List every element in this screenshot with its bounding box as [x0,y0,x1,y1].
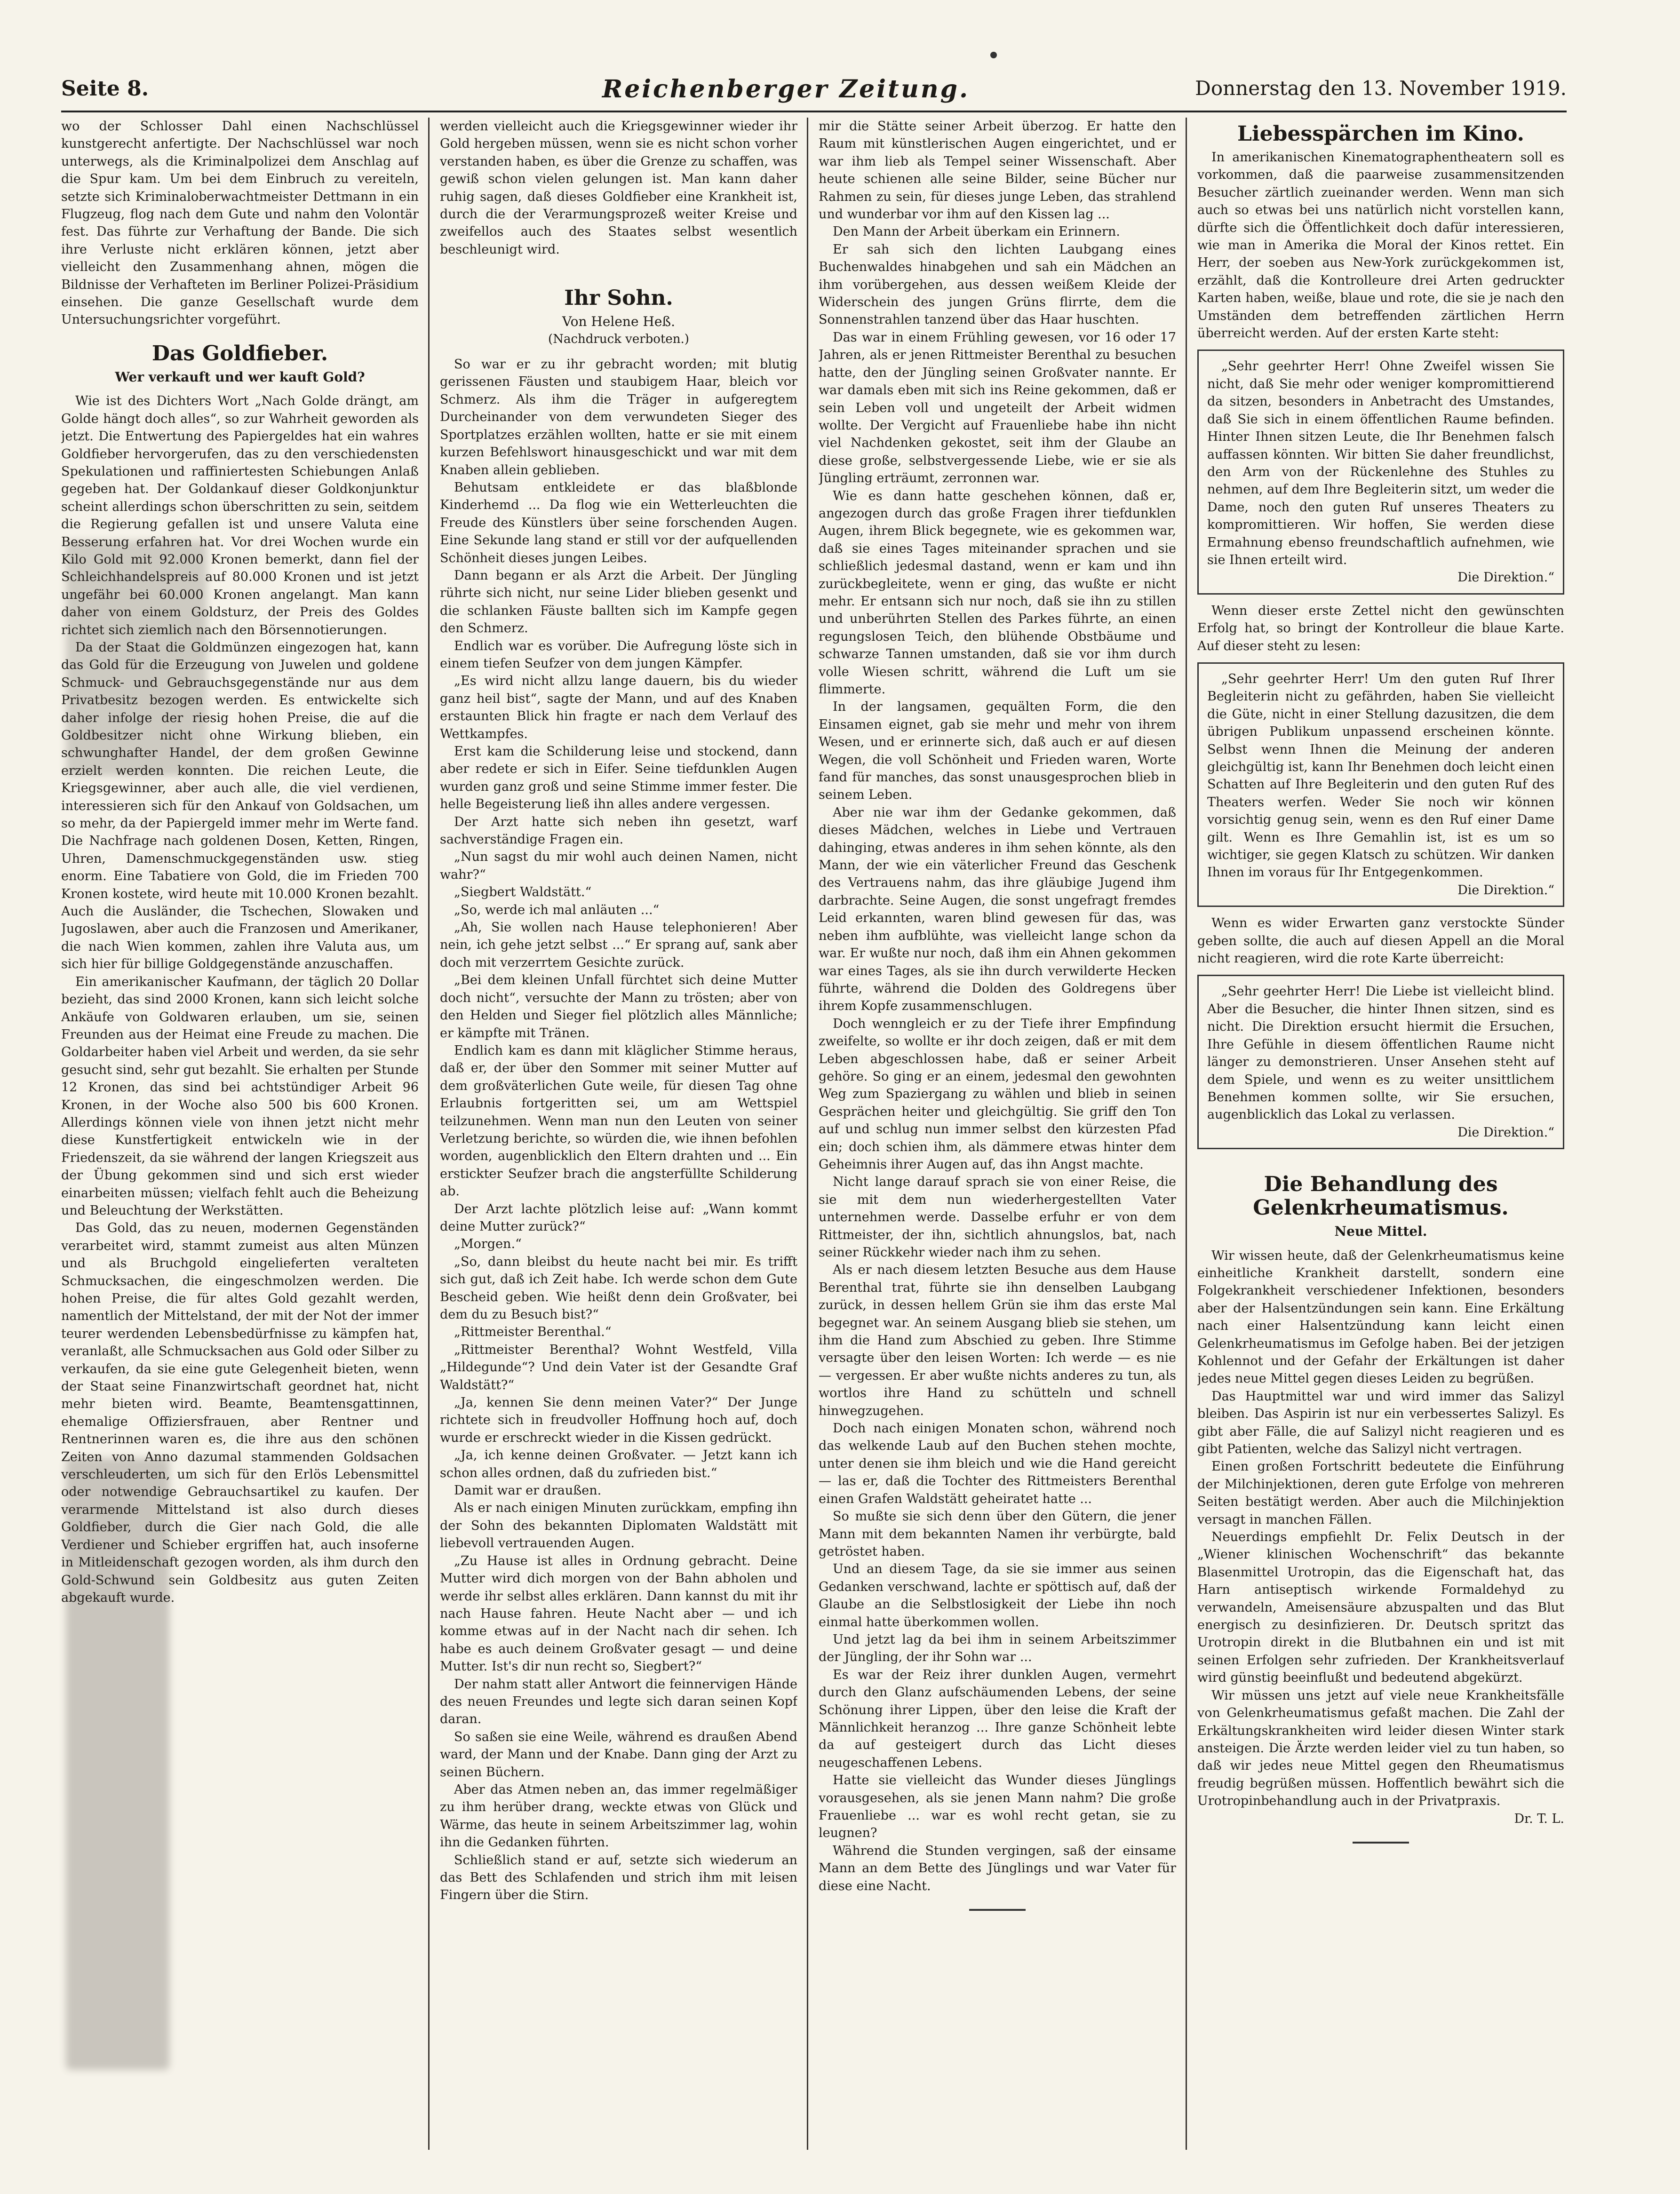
article-subtitle: Wer verkauft und wer kauft Gold? [115,369,365,385]
paragraph: Doch wenngleich er zu der Tiefe ihrer Empfindung zweifelte, so wollte er ihr doch zeigen, daß er mit dem Leben abgeschlossen habe, daß er seiner Arbeit gehöre. So ging er an einem, jedesmal den gewohnten Weg zum Spaziergang zu wählen und blieb in seinen Gesprächen heiter und gleichgültig. Sie griff den Ton auf und schlug nun immer selbst den kürzesten Pfad ein; doch schien ihm, als dämmere etwas hinter dem Geheimnis ihrer Augen auf, das ihn Angst machte. [819,1016,1176,1172]
paragraph: Neuerdings empfiehlt Dr. Felix Deutsch in der „Wiener klinischen Wochenschrift“ das bekannte Blasenmittel Urotropin, das die Eigenschaft hat, das Harn antiseptisch wirkende Formaldehyd zu verwandeln, Ameisensäure abzuspalten und das Blut energisch zu desinfizieren. Dr. Deutsch spritzt das Urotropin direkt in die Blutbahnen ein und ist mit seinen Erfolgen sehr zufrieden. Der Krankheitsverlauf wird günstig beeinflußt und bedeutend abgekürzt. [1197,1530,1564,1685]
column-4 [1197,118,1564,2150]
notice-box-blue [1197,662,1564,907]
paragraph: „Ah, Sie wollen nach Hause telephonieren! Aber nein, ich gehe jetzt selbst ...“ Er sprang auf, sank aber doch mit verzerrtem Gesichte zurück. [440,920,797,970]
paragraph: „Rittmeister Berenthal.“ [454,1325,612,1340]
article-title: Liebesspärchen im Kino. [1237,122,1524,146]
column-rule [1186,118,1187,2150]
paragraph: Endlich war es vorüber. Die Aufregung löste sich in einem tiefen Seufzer von dem jungen Kämpfer. [440,638,797,671]
story-byline: Von Helene Heß. [562,314,676,330]
article-title: Das Goldfieber. [151,341,328,366]
page-header [61,73,1567,112]
paragraph: Wie ist des Dichters Wort „Nach Golde drängt, am Golde hängt doch alles“, so zur Wahrheit geworden als jetzt. Die Entwertung des Papiergeldes hat ein wahres Goldfieber hervorgerufen, das zu den verschiedensten Spekulationen und raffiniertesten Schiebungen Anlaß gegeben hat. Der Goldankauf dieser Goldkonjunktur scheint allerdings schon überschritten zu sein, seitdem die Regierung gefallen ist und unsere Valuta eine Besserung erfahren hat. Vor drei Wochen wurde ein Kilo Gold mit 92.000 Kronen bemerkt, dann fiel der Schleichhandelspreis auf 80.000 Kronen und ist jetzt ungefähr bei 60.000 Kronen angelangt. Man kann daher von einem Goldsturz, der Preis des Goldes richtet sich ziemlich nach den Börsennotierungen. [61,394,419,637]
paragraph: Und an diesem Tage, da sie sie immer aus seinen Gedanken verschwand, lachte er spöttisch auf, daß der Glaube an die Selbstlosigkeit der Liebe ihn noch einmal hatte überkommen wollen. [819,1562,1176,1630]
paragraph: In der langsamen, gequälten Form, die den Einsamen eignet, gab sie mehr und mehr von ihrem Wesen, und er erinnerte sich, daß auch er auf diesen Wegen, die voll Schönheit und Frieden waren, Worte fand für manches, das sonst unausgesprochen blieb in seinem Leben. [819,700,1176,803]
paragraph: Behutsam entkleidete er das blaßblonde Kinderhemd ... Da flog wie ein Wetterleuchten die Freude des Künstlers über seine forschenden Augen. Eine Sekunde lang stand er still vor der aufquellenden Schönheit dieses jungen Leibes. [440,480,797,565]
issue-date: Donnerstag den 13. November 1919. [1195,77,1567,100]
paragraph: „Nun sagst du mir wohl auch deinen Namen, nicht wahr?“ [440,850,797,882]
paragraph: „So, dann bleibst du heute nacht bei mir. Es trifft sich gut, daß ich Zeit habe. Ich werde schon dem Gute Bescheid geben. Wie heißt denn dein Großvater, bei dem du zu Besuch bist?“ [440,1254,797,1322]
column-rule [428,118,430,2150]
paragraph: Wir wissen heute, daß der Gelenkrheumatismus keine einheitliche Krankheit darstellt, sondern eine Folgekrankheit verschiedener Infektionen, besonders aber der Halsentzündungen sein kann. Eine Erkältung nach einer Halsentzündung kann leicht einen Gelenkrheumatismus im Gefolge haben. Bei der jetzigen Kohlennot und der Gefahr der Erkältungen ist daher jedes neue Mittel gegen dieses Leiden zu begrüßen. [1197,1248,1564,1386]
paragraph: werden vielleicht auch die Kriegsgewinner wieder ihr Gold hergeben müssen, wenn sie es nicht schon vorher verstanden haben, es über die Grenze zu schaffen, was gewiß schon vielen gelungen ist. Man kann daher ruhig sagen, daß dieses Goldfieber eine Krankheit ist, durch die der Verarmungsprozeß weiter Kreise und zweifellos auch des Staates selbst wesentlich beschleunigt wird. [440,119,797,257]
signature: Die Direktion.“ [1457,882,1554,898]
paragraph: Wir müssen uns jetzt auf viele neue Krankheitsfälle von Gelenkrheumatismus gefaßt machen. Die Zahl der Erkältungskrankheiten wird leider diesen Winter stark ansteigen. Die Ärzte werden leider viel zu tun haben, so daß wir jedes neue Mittel gegen den Rheumatismus freudig begrüßen müssen. Hoffentlich bewährt sich die Urotropinbehandlung auch in der Privatpraxis. [1197,1688,1564,1809]
paragraph: Schließlich stand er auf, setzte sich wiederum an das Bett des Schlafenden und strich ihm mit leisen Fingern über die Stirn. [440,1852,797,1903]
paragraph: Das war in einem Frühling gewesen, vor 16 oder 17 Jahren, als er jenen Rittmeister Berenthal zu besuchen hatte, den der Jüngling seinen Großvater nannte. Er war damals eben mit sich ins Reine gekommen, daß er sein Leben voll und ungeteilt der Arbeit widmen wollte. Der Vergicht auf Frauenliebe habe ihn nicht viel Nachdenken gekostet, seit ihm der Glaube an diese große, selbstvergessende Liebe, wie er sie als Jüngling erträumt, zerronnen war. [819,330,1176,486]
paragraph: Damit war er draußen. [454,1483,602,1498]
paragraph: „Morgen.“ [454,1237,522,1252]
notice-box-white [1197,350,1564,594]
paragraph: Doch nach einigen Monaten schon, während noch das welkende Laub auf den Buchen stehen mochte, unter denen sie ihm bleich und wie die Hand gereicht — las er, daß die Tochter des Rittmeisters Berenthal einen Grafen Waldstätt geheiratet hatte ... [819,1421,1176,1506]
paragraph: „Ja, kennen Sie denn meinen Vater?“ Der Junge richtete sich in freudvoller Hoffnung hoch auf, doch wurde er erschreckt wieder in die Kissen gedrückt. [440,1395,797,1445]
paragraph: Dann begann er als Arzt die Arbeit. Der Jüngling rührte sich nicht, nur seine Lider blieben gesenkt und die schlanken Fäuste ballten sich im Kampfe gegen den Schmerz. [440,568,797,636]
article-subtitle: Neue Mittel. [1334,1224,1427,1240]
story-title: Ihr Sohn. [564,286,673,310]
paragraph: So war er zu ihr gebracht worden; mit blutig gerissenen Fäusten und staubigem Haar, bleich vor Schmerz. Als ihm die Träger in aufgeregtem Durcheinander von dem verwundeten Sieger des Sportplatzes erzählen wollten, hatte er sie mit einem kurzen Befehlswort hinausgeschickt und war mit dem Knaben allein geblieben. [440,357,797,477]
column-rule [807,118,808,2150]
paragraph: Das Hauptmittel war und wird immer das Salizyl bleiben. Das Aspirin ist nur ein verbessertes Salizyl. Es gibt aber Fälle, die auf Salizyl nicht reagieren und es gibt Patienten, welche das Salizyl nicht vertragen. [1197,1389,1564,1456]
newspaper-title: Reichenberger Zeitung. [602,75,970,103]
paragraph: Aber nie war ihm der Gedanke gekommen, daß dieses Mädchen, welches in Liebe und Vertrauen dahinging, etwas anderes in ihm sehen könnte, als den Mann, der wie ein väterlicher Freund das Geschenk des Vertrauens nahm, das ihre gläubige Jugend ihm darbrachte. Seine Augen, die sonst ungefragt fremdes Leid erkannten, waren blind gewesen für das, was neben ihm aufblühte, was vielleicht lange schon da war. Er wußte nur noch, daß ihm ein Ahnen gekommen war eines Tages, als sie ihn durch verwilderte Hecken führte, während die Dolden des Goldregens über ihrem Kopfe zusammenschlugen. [819,805,1176,1014]
paragraph: „Siegbert Waldstätt.“ [454,885,592,900]
paragraph: Nicht lange darauf sprach sie von einer Reise, die sie mit dem nun wiederhergestellten Vater unternehmen werde. Dasselbe erfuhr er von dem Rittmeister, der ihn, sichtlich ahnungslos, bat, nach seiner Rückkehr wieder nach ihm zu sehen. [819,1175,1176,1260]
paragraph: „So, werde ich mal anläuten ...“ [454,902,660,917]
paragraph: „Rittmeister Berenthal? Wohnt Westfeld, Villa „Hildegunde“? Und dein Vater ist der Gesandte Graf Waldstätt?“ [440,1342,797,1392]
paragraph: Da der Staat die Goldmünzen eingezogen hat, kann das Gold für die Erzeugung von Juwelen und goldene Schmuck- und Gebrauchsgegenstände nur aus dem Privatbesitz bezogen werden. Es entwickelte sich daher infolge der riesig hohen Preise, die auf die Goldbesitzer nicht ohne Wirkung blieben, ein schwunghafter Handel, der dem großen Gewinne erzielt werden konnten. Die reichen Leute, die Kriegsgewinner, aber auch alle, die viel verdienen, interessieren sich für den Ankauf von Goldsachen, um so mehr, da der Papiergeld immer mehr im Werte fand. Die Nachfrage nach goldenen Dosen, Ketten, Ringen, Uhren, Damenschmuckgegenständen usw. stieg enorm. Eine Tabatiere von Gold, die im Frieden 700 Kronen kostete, wird heute mit 10.000 Kronen bezahlt. Auch die Ausländer, die Tschechen, Slowaken und Jugoslawen, aber auch die Franzosen und Amerikaner, die nach Wien kommen, zahlen ihre Valuta aus, um sich hier für billige Goldgegenstände anzuschaffen. [61,640,419,972]
paragraph: Aber das Atmen neben an, das immer regelmäßiger zu ihm herüber drang, weckte etwas von Glück und Wärme, das heute in seinem Arbeitszimmer lag, wohin ihn die Gedanken führten. [440,1782,797,1850]
ink-smudge [66,541,207,776]
paragraph: „Sehr geehrter Herr! Die Liebe ist vielleicht blind. Aber die Besucher, die hinter Ihnen sitzen, sind es nicht. Die Direktion ersucht hiermit die Ersuchen, Ihre Gefühle in diesem öffentlichen Raume nicht länger zu demonstrieren. Unser Ansehen steht auf dem Spiele, und wenn es zu weiter unsittlichem Benehmen kommen sollte, wir Sie ersuchen, augenblicklich das Lokal zu verlassen. [1207,984,1554,1122]
paragraph: mir die Stätte seiner Arbeit überzog. Er hatte den Raum mit künstlerischen Augen eingerichtet, und er war ihm lieb als Tempel seiner Wissenschaft. Aber heute schienen alle seine Bilder, seine Bücher nur Rahmen zu sein, für dieses junge Leben, das strahlend und wunderbar vor ihm auf den Kissen lag ... [819,119,1176,222]
column-2 [440,118,797,2150]
paragraph: Ein amerikanischer Kaufmann, der täglich 20 Dollar bezieht, das sind 2000 Kronen, kann sich leicht solche Ankäufe von Goldwaren erlauben, um sie, seinen Freunden aus der Heimat eine Freude zu machen. Die Goldarbeiter haben viel Arbeit und werden, da sie sehr gesucht sind, sehr gut bezahlt. Sie erhalten per Stunde 12 Kronen, das sind bei achtstündiger Arbeit 96 Kronen, in der Woche also 500 bis 600 Kronen. Allerdings können viele von ihnen jetzt nicht mehr diese Kunstfertigkeit entwickeln wie in der Friedenszeit, da sie während der langen Kriegszeit aus der Übung gekommen sind und sich erst wieder einarbeiten müssen; vielfach fehlt auch die Beheizung und Beleuchtung der Werkstätten. [61,974,419,1218]
paragraph: Als er nach einigen Minuten zurückkam, empfing ihn der Sohn des bekannten Diplomaten Waldstätt mit liebevoll vertrauenden Augen. [440,1501,797,1551]
paragraph: Hatte sie vielleicht das Wunder dieses Jünglings vorausgesehen, als sie jenen Mann nahm? Die große Frauenliebe ... war es wohl recht getan, sie zu leugnen? [819,1773,1176,1841]
author-initials: Dr. T. L. [1514,1811,1564,1826]
paragraph: „Zu Hause ist alles in Ordnung gebracht. Deine Mutter wird dich morgen von der Bahn abholen und werde ihr selbst alles erklären. Dann kannst du mit ihr nach Hause fahren. Heute Nacht aber — und ich komme etwas auf in der Nacht nach dir sehen. Ich habe es auch deinem Großvater gesagt — und deine Mutter. Ist's dir nun recht so, Siegbert?“ [440,1553,797,1674]
paragraph: Der Arzt hatte sich neben ihn gesetzt, warf sachverständige Fragen ein. [440,814,797,847]
paragraph: Das Gold, das zu neuen, modernen Gegenständen verarbeitet wird, stammt zumeist aus alten Münzen und als Bruchgold eingelieferten veralteten Schmucksachen, die eingeschmolzen werden. Die hohen Preise, die für altes Gold gezahlt werden, namentlich der Mittelstand, der mit der Not der immer teurer werdenden Lebensbedürfnisse zu kämpfen hat, veranlaßt, alle Schmucksachen aus Gold oder Silber zu verkaufen, da sie eine gute Gelegenheit bieten, wenn der Staat seine Finanzwirtschaft geordnet hat, nicht mehr bieten wird. Beamte, Beamtensgattinnen, ehemalige Offiziersfrauen, aber Rentner und Rentnerinnen waren es, die ihre aus den schönen Zeiten von Anno dazumal stammenden Goldsachen verschleuderten, um sich für den Erlös Lebensmittel oder notwendige Gebrauchsartikel zu kaufen. Der verarmende Mittelstand ist also durch dieses Goldfieber, durch die Gier nach Gold, die alle Verdiener und Schieber ergriffen hat, auch insoferne in Mitleidenschaft gezogen worden, als ihm durch den Gold-Schwund sein Goldbesitz aus guten Zeiten abgekauft wurde. [61,1221,419,1605]
ink-dot [990,52,997,58]
signature: Die Direktion.“ [1457,1125,1554,1140]
paragraph: So saßen sie eine Weile, während es draußen Abend ward, der Mann und der Knabe. Dann ging der Arzt zu seinen Büchern. [440,1729,797,1780]
paragraph: Einen großen Fortschritt bedeutete die Einführung der Milchinjektionen, deren gute Erfolge von mehreren Seiten bestätigt werden. Aber auch die Milchinjektion versagt in manchen Fällen. [1197,1459,1564,1527]
paragraph: Wenn dieser erste Zettel nicht den gewünschten Erfolg hat, so bringt der Kontrolleur die blaue Karte. Auf dieser steht zu lesen: [1197,603,1564,653]
paragraph: Während die Stunden vergingen, saß der einsame Mann an dem Bette des Jünglings und war Vater für diese eine Nacht. [819,1843,1176,1893]
reprint-note: (Nachdruck verboten.) [548,332,689,346]
paragraph: „Bei dem kleinen Unfall fürchtet sich deine Mutter doch nicht“, versuchte der Mann zu trösten; aber von den Helden und Sieger fiel plötzlich alles Männliche; er kämpfte mit Tränen. [440,973,797,1041]
paragraph: wo der Schlosser Dahl einen Nachschlüssel kunstgerecht anfertigte. Der Nachschlüssel war noch unterwegs, als die Kriminalpolizei dem Anschlag auf die Spur kam. Um bei dem Einbruch zu vereiteln, setzte sich Kriminaloberwachtmeister Dettmann in ein Flugzeug, flog nach dem Gute und nahm den Volontär fest. Das führte zur Verhaftung der Bande. Die sich ihre Verluste nicht erklären können, jetzt aber vielleicht den Zusammenhang ahnen, mögen die Bildnisse der Verhafteten im Berliner Polizei-Präsidium einsehen. Die ganze Gesellschaft wurde dem Untersuchungsrichter vorgeführt. [61,119,419,327]
paragraph: Endlich kam es dann mit kläglicher Stimme heraus, daß er, der über den Sommer mit seiner Mutter auf dem großväterlichen Gute weile, für diesen Tag ohne Erlaubnis fortgeritten sei, um am Wettspiel teilzunehmen. Wenn man nun den Leuten von seiner Verletzung berichte, so würden die, wie ihnen befohlen worden, augenblicklich den Eltern drahten und ... Ein erstickter Seufzer brach die angsterfüllte Schilderung ab. [440,1043,797,1199]
notice-box-red [1197,975,1564,1149]
paragraph: Den Mann der Arbeit überkam ein Erinnern. [833,224,1120,239]
paragraph: Als er nach diesem letzten Besuche aus dem Hause Berenthal trat, führte sie ihn denselben Laubgang zurück, in dessen hellem Grün sie ihm das erste Mal begegnet war. An seinem Ausgang blieb sie stehen, um ihm die Hand zum Abschied zu geben. Ihre Stimme versagte über den leisen Worten: Ich werde — es nie — vergessen. Er aber wußte nichts anderes zu tun, als wortlos ihre Hand zu schütteln und schnell hinwegzugehen. [819,1263,1176,1418]
paragraph: Erst kam die Schilderung leise und stockend, dann aber redete er sich in Eifer. Seine tiefdunklen Augen wurden ganz groß und seine Stimme immer fester. Die helle Begeisterung ließ ihn alles andere vergessen. [440,744,797,812]
paragraph: Er sah sich den lichten Laubgang eines Buchenwaldes hinabgehen und sah ein Mädchen an ihm vorübergehen, aus dessen weißem Kleide der Widerschein des jungen Grüns flirrte, dem die Sonnenstrahlen tanzend über das Haar huschten. [819,242,1176,327]
signature: Die Direktion.“ [1457,570,1554,585]
paragraph: Der Arzt lachte plötzlich leise auf: „Wann kommt deine Mutter zurück?“ [440,1201,797,1234]
paragraph: So mußte sie sich denn über den Gütern, die jener Mann mit dem bekannten Namen ihr verbürgte, bald getröstet haben. [819,1509,1176,1559]
paragraph: Wie es dann hatte geschehen können, daß er, angezogen durch das große Fragen ihrer tiefdunklen Augen, ihrem Blick begegnete, wie es gekommen war, daß sie eines Tages miteinander sprachen und sie schließlich jedesmal dastand, wenn er kam und ihn zurückbegleitete, wenn er ging, das wußte er nicht mehr. Er entsann sich nur noch, daß sie ihn zu stillen und unberührten Stellen des Parkes führte, an einen regungslosen Teich, den blühende Obstbäume und schwarze Tannen umstanden, daß sie vor ihm durch volle Wiesen schritt, während die Luft um sie flimmerte. [819,488,1176,697]
page-number: Seite 8. [61,77,149,101]
paragraph: „Ja, ich kenne deinen Großvater. — Jetzt kann ich schon alles ordnen, daß du zufrieden bist.“ [440,1448,797,1480]
paragraph: Wenn es wider Erwarten ganz verstockte Sünder geben sollte, die auch auf diesen Appell an die Moral nicht reagieren, wird die rote Karte überreicht: [1197,916,1564,966]
paragraph: In amerikanischen Kinematographentheatern soll es vorkommen, daß die paarweise zusammensitzenden Besucher zärtlich zueinander werden. Wenn man sich auch so etwas bei uns natürlich nicht vorstellen kann, dürfte sich die Öffentlichkeit doch dafür interessieren, wie man in Amerika die Moral der Kinos rettet. Ein Herr, der soeben aus New-York zurückgekommen ist, erzählt, daß die Kontrolleure drei Arten gedruckter Karten haben, weiße, blaue und rote, die sie je nach den Umständen dem betreffenden zärtlichen Herrn überreicht werden. Auf der ersten Karte steht: [1197,150,1564,341]
article-title: Die Behandlung des Gelenkrheumatismus. [1253,1172,1509,1220]
end-rule [1353,1842,1409,1844]
paragraph: „Es wird nicht allzu lange dauern, bis du wieder ganz heil bist“, sagte der Mann, und auf des Knaben erstaunten Blick hin fragte er nach dem Verlauf des Wettkampfes. [440,674,797,741]
paragraph: „Sehr geehrter Herr! Ohne Zweifel wissen Sie nicht, daß Sie mehr oder weniger kompromittierend da sitzen, besonders in Anbetracht des Umstandes, daß Sie sich in einem öffentlichen Raume befinden. Hinter Ihnen sitzen Leute, die Ihr Benehmen falsch auffassen könnten. Wir bitten Sie daher freundlichst, den Arm von der Rückenlehne des Stuhles zu nehmen, auf dem Ihre Begleiterin sitzt, um weder die Dame, noch den guten Ruf unseres Theaters zu kompromittieren. Wir hoffen, Sie werden diese Ermahnung ebenso freundschaftlich aufnehmen, wie sie Ihnen erteilt wird. [1207,359,1554,567]
paragraph: Es war der Reiz ihrer dunklen Augen, vermehrt durch den Glanz aufschäumenden Lebens, der seine Schönung ihrer Lippen, über den leise die Kraft der Männlichkeit heranzog ... Ihre ganze Schönheit lebte da auf gesteigert durch das Licht dieses neugeschaffenen Lebens. [819,1667,1176,1770]
ink-smudge [66,1458,169,2070]
paragraph: Und jetzt lag da bei ihm in seinem Arbeitszimmer der Jüngling, der ihr Sohn war ... [819,1632,1176,1665]
end-rule [969,1909,1026,1911]
paragraph: „Sehr geehrter Herr! Um den guten Ruf Ihrer Begleiterin nicht zu gefährden, haben Sie vielleicht die Güte, nicht in einer Stellung dazusitzen, die dem übrigen Publikum unpassend erscheinen könnte. Selbst wenn Ihnen die Meinung der anderen gleichgültig ist, kann Ihr Benehmen doch leicht einen Schatten auf Ihre Begleiterin und den guten Ruf des Theaters werfen. Weder Sie noch wir können vorsichtig genug sein, wenn es den Ruf einer Dame gilt. Wenn es Ihre Gemahlin ist, ist es um so wichtiger, sie gegen Klatsch zu schützen. Wir danken Ihnen im voraus für Ihr Entgegenkommen. [1207,671,1554,880]
column-3 [819,118,1176,2150]
paragraph: Der nahm statt aller Antwort die feinnervigen Hände des neuen Freundes und legte sich daran seinen Kopf daran. [440,1677,797,1727]
